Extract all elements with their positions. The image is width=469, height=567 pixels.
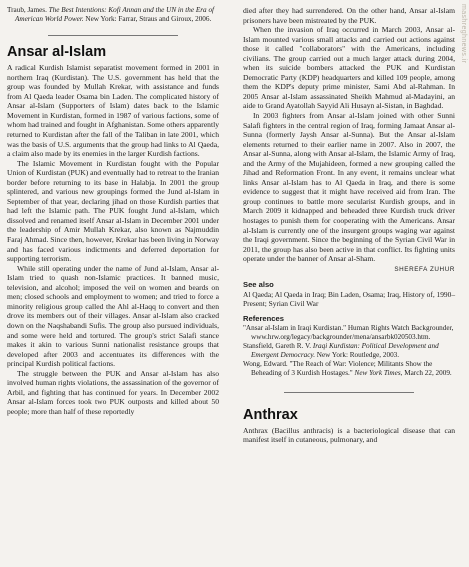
entry-heading-anthrax: Anthrax <box>243 406 298 423</box>
reference-item: "Ansar al-Islam in Iraqi Kurdistan." Human Rights Watch Backgrounder, www.hrw.org/legacy/backgrounder/mena/ansarbk020503.htm. <box>243 323 454 341</box>
ref-date: March 22, 2009. <box>404 368 452 377</box>
bib-author: Traub, James. <box>7 6 47 14</box>
bib-title: The Best Intentions: Kofi Annan and the UN in the Era of American World Power. <box>15 6 215 24</box>
ref-publisher: New York: Routledge, 2003. <box>316 350 400 359</box>
section-divider <box>48 35 178 36</box>
ref-source: New York Times, <box>354 368 403 377</box>
reference-item <box>243 360 455 378</box>
paragraph: The struggle between the PUK and Ansar al-Islam has also involved human rights violations, the assassination of the governor of Arbil, and fighting that has continued for years. In December 2002 Ansar al-Islam forces took two PUK outposts and killed about 50 people; more than half of these reportedly <box>7 368 219 416</box>
author-byline: SHEREFA ZUHUR <box>394 265 455 273</box>
watermark-text: mashreghnews.ir <box>460 4 467 64</box>
paragraph: While still operating under the name of Jund al-Islam, Ansar al-Islam tried to quash non-Islamic practices. It banned music, television, and alcohol; imposed the veil on women and beards on men; closed schools and employment to women; and tried to force a minority religious group called the Ahl al-Haqq to convert and then drove its members out of their villages. Ansar al-Islam also cracked down on the Naqshabandi Sufis. The group also pursued individuals, and some were held and tortured. The group's strict Salafi stance makes it akin to various Sunni nationalist resistance groups that developed after 2003 and accentuates its differences with the principal Kurdish political factions. <box>7 263 219 369</box>
paragraph: died after they had surrendered. On the other hand, Ansar al-Islam prisoners have been mistreated by the PUK. <box>243 6 455 25</box>
bib-publisher: New York: Farrar, Straus and Giroux, 2006. <box>85 15 212 24</box>
right-column <box>243 6 455 445</box>
section-divider <box>284 392 414 393</box>
ref-title: Iraqi Kurdistan: Political Development and Emergent Democracy. <box>251 341 439 359</box>
ref-text: Wong, Edward. "The Reach of War: Violence; Militants Show the Beheading of 3 Kurdish Hostages." <box>243 359 433 377</box>
bibliography-entry <box>7 6 219 24</box>
paragraph: Anthrax (Bacillus anthracis) is a bacteriological disease that can manifest itself in cutaneous, pulmonary, and <box>243 425 455 445</box>
paragraph: In 2003 fighters from Ansar al-Islam joined with other Sunni Salafi fighters in the central region of Iraq, forming Jamaat Ansar al-Sunna (formerly Jaysh Ansar al-Sunna). But the Ansar al-Islam elements returned to their earlier name in 2007. Also in 2007, the Ansar al-Sunna, along with Ansar al-Islam, the Islamic Army of Iraq, and the Army of the Mujahideen, formed a new grouping called the Jihad and Reformation Front. In any event, it remains unclear what links Ansar al-Islam has to Al Qaeda in Iraq, and there is some evidence to suggest that it might have received aid from Iran. The group continues to battle more secularist Kurdish groups, and in March 2009 it kidnapped and beheaded three Kurdish truck driver hostages to punish them for cooperating with the Americans. Ansar al-Islam is currently one of the insurgent groups waging war against the Iraqi government. Since the beginning of the Syrian Civil War in 2011, the group has also been active in that conflict. Its fighting units operate under the banner of Ansar al-Sham. <box>243 111 455 264</box>
entry-heading-ansar-al-islam: Ansar al-Islam <box>7 44 107 61</box>
paragraph: A radical Kurdish Islamist separatist movement formed in 2001 in northern Iraq (Kurdistan). The U.S. government has held that the group was founded by Mullah Krekar, with assistance and funds from Al Qaeda leader Osama bin Laden. The complicated history of Ansar al-Islam (Supporters of Islam) dates back to the Islamic Movement in Kurdistan, formed in 1987 of various factions, some of whom had trained and fought in Afghanistan. Some others apparently returned to Kurdistan after the fall of the Taliban in late 2001, which was the basis of U.S. arguments that the group had links to Al Qaeda, a claim also made by its enemies in the larger Kurdish factions. <box>7 63 219 159</box>
ref-author: Stansfield, Gareth R. V. <box>243 341 312 350</box>
left-column <box>7 6 219 416</box>
see-also-list: Al Qaeda; Al Qaeda in Iraq; Bin Laden, Osama; Iraq, History of, 1990–Present; Syrian Civil War <box>243 289 456 308</box>
reference-item <box>243 342 455 360</box>
references-heading: References <box>243 314 284 324</box>
see-also-heading: See also <box>243 280 274 290</box>
paragraph: The Islamic Movement in Kurdistan fought with the Popular Union of Kurdistan (PUK) and eventually had to retreat to the Iranian border before returning to its base in Halabja. In 2001 the group splintered, and various new groupings formed the Jund al-Islam in September of that year, declaring jihad on those Kurdish parties that had left the Islamic path. The PUK fought Jund al-Islam, which dissolved and renamed itself Ansar al-Islam in December 2001 under the leadership of Amir Mullah Krekar, also known as Najmuddin Faraj Ahmad. Since then, however, Krekar has been living in Norway and has faced various indictments and deferred deportation for supporting terrorism. <box>7 158 219 264</box>
paragraph: When the invasion of Iraq occurred in March 2003, Ansar al-Islam mounted various small attacks and carried out actions against those it called "collaborators" with the Americans, including civilians. The group carried out a much larger attack during 2004, when its suicide bombers attacked the PUK and Kurdistan Democratic Party (KDP) headquarters and killed 109 people, among them the KDP's deputy prime minister, Sami Abd al-Rahman. In 2005 Ansar al-Islam assassinated Sheikh Mahmud al-Madayini, an aide to Grand Ayatollah Sayyid Ali Husayn al-Sistan, in Baghdad. <box>243 25 455 111</box>
